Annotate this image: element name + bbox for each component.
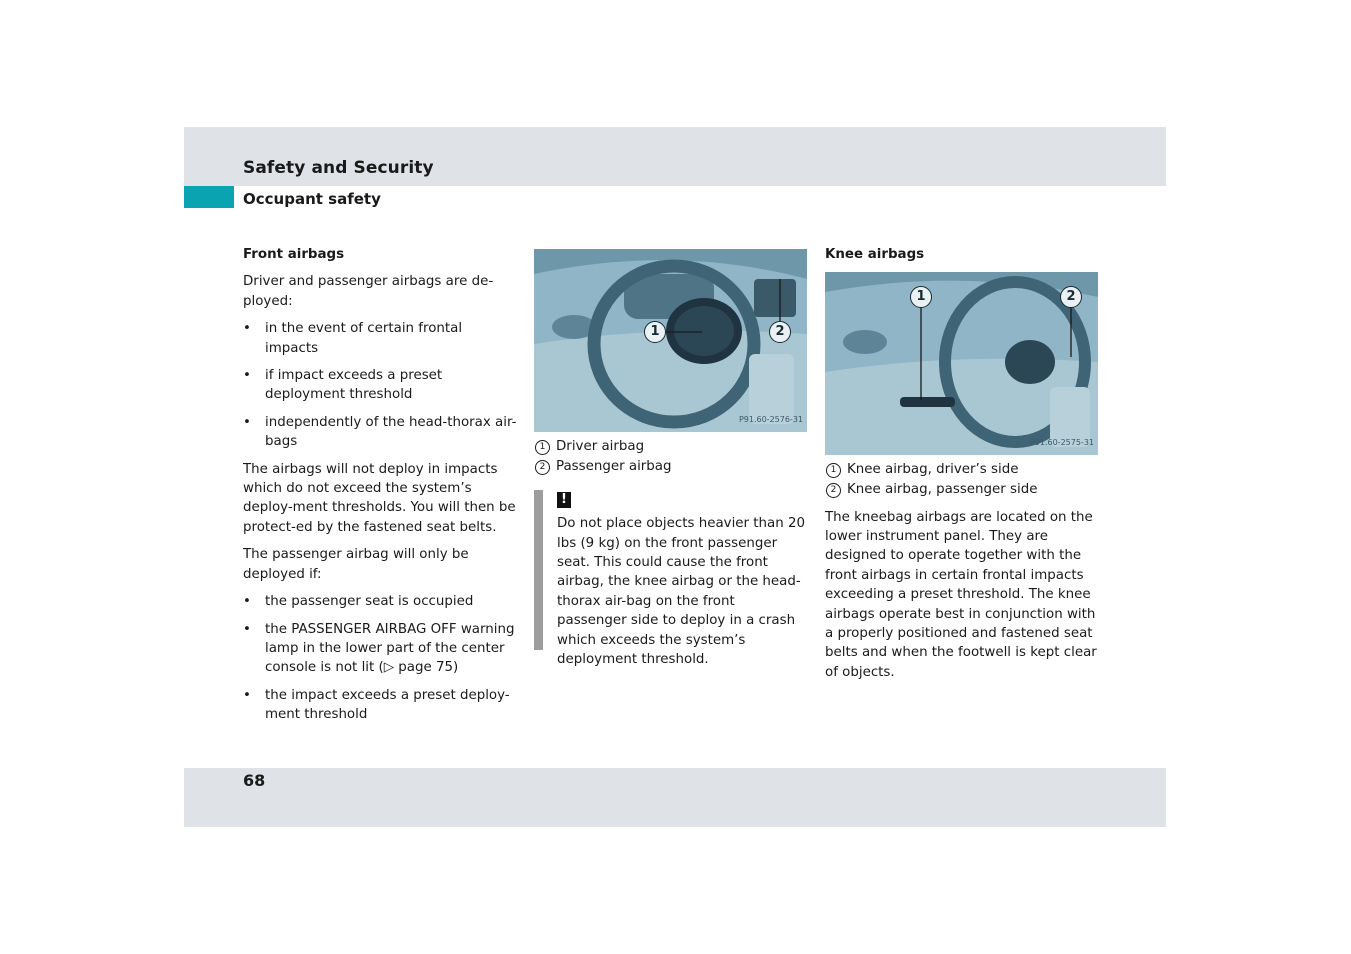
knee-airbags-heading: Knee airbags bbox=[825, 247, 925, 262]
no-deploy-paragraph: The airbags will not deploy in impacts which do not exceed the system’s deploy-ment thresholds. You will then be protect-ed by the fastened seat belts. bbox=[243, 461, 516, 535]
figure-code: P91.60-2576-31 bbox=[738, 414, 803, 424]
front-airbags-intro: Driver and passenger airbags are de-ployed: bbox=[243, 274, 494, 309]
steering-wheel-illustration bbox=[534, 249, 807, 432]
caption-item bbox=[534, 437, 807, 457]
figure-captions bbox=[534, 437, 807, 476]
caption-number: 2 bbox=[826, 483, 841, 498]
caption-text: Passenger airbag bbox=[556, 458, 672, 474]
warning-text: Do not place objects heavier than 20 lbs (9 kg) on the front passenger seat. This could cause the front airbag, the knee airbag or the head-thorax air-bag on the front passenger side to deploy in a crash which exceeds the system’s deployment threshold. bbox=[557, 516, 806, 668]
caption-item bbox=[534, 457, 807, 477]
dashboard-illustration bbox=[825, 272, 1098, 455]
chapter-title: Safety and Security bbox=[243, 158, 434, 178]
knee-airbags-photo bbox=[825, 272, 1098, 455]
caption-text: Knee airbag, passenger side bbox=[847, 482, 1038, 497]
list-item: • the impact exceeds a preset deploy-ment threshold bbox=[243, 686, 518, 725]
figure-captions bbox=[825, 460, 1098, 499]
callout-1: 1 bbox=[644, 321, 666, 343]
figure-code: P91.60-2575-31 bbox=[1029, 438, 1094, 447]
section-title: Occupant safety bbox=[243, 190, 381, 208]
front-airbags-photo bbox=[534, 249, 807, 432]
caption-number: 2 bbox=[535, 460, 550, 475]
list-item: • the PASSENGER AIRBAG OFF warning lamp in the lower part of the center console is not lit (▷ page 75) bbox=[243, 620, 518, 678]
knee-airbags-column bbox=[825, 245, 1098, 690]
warning-exclamation-icon: ! bbox=[557, 492, 571, 508]
callout-1: 1 bbox=[910, 286, 932, 308]
front-airbags-column bbox=[243, 245, 518, 733]
footer-band bbox=[184, 768, 1166, 827]
list-item: • in the event of certain frontal impacts bbox=[243, 319, 518, 358]
page-number: 68 bbox=[243, 771, 266, 790]
deployment-conditions-list bbox=[243, 319, 518, 451]
warning-bar bbox=[534, 490, 543, 650]
front-airbags-figure-column bbox=[534, 249, 807, 669]
passenger-airbag-paragraph: The passenger airbag will only be deployed if: bbox=[243, 547, 469, 582]
caption-number: 1 bbox=[535, 440, 550, 455]
callout-2: 2 bbox=[1060, 286, 1082, 308]
caption-item bbox=[825, 460, 1098, 480]
list-item: • the passenger seat is occupied bbox=[243, 592, 518, 611]
passenger-conditions-list bbox=[243, 592, 518, 724]
list-item: • independently of the head-thorax air-bags bbox=[243, 413, 518, 452]
callout-2: 2 bbox=[769, 321, 791, 343]
caption-text: Driver airbag bbox=[556, 439, 645, 454]
section-accent-marker bbox=[184, 186, 234, 208]
knee-airbags-paragraph: The kneebag airbags are located on the lower instrument panel. They are designed to operate together with the front airbags in certain frontal impacts exceeding a preset threshold. The knee airbags operate best in conjunction with a properly positioned and fastened seat belts and when the footwell is kept clear of objects. bbox=[825, 509, 1097, 680]
front-airbags-heading: Front airbags bbox=[243, 247, 345, 262]
caption-item bbox=[825, 480, 1098, 500]
list-item: • if impact exceeds a preset deployment threshold bbox=[243, 366, 518, 405]
caption-text: Knee airbag, driver’s side bbox=[847, 462, 1019, 478]
warning-box bbox=[534, 490, 807, 669]
caption-number: 1 bbox=[826, 463, 841, 478]
